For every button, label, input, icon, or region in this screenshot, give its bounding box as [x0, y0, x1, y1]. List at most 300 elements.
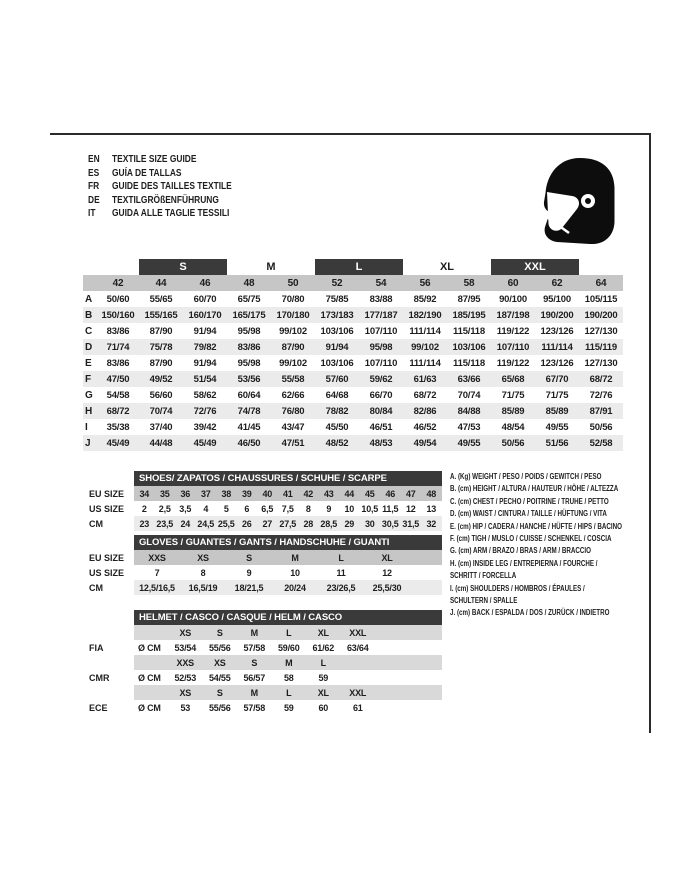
- band-spacer-right: [579, 259, 623, 275]
- size-value-cell: 91/94: [193, 357, 217, 369]
- size-value-cell: 83/88: [369, 293, 393, 305]
- size-value-cell: 39/42: [193, 421, 217, 433]
- value-cell: 27: [262, 518, 273, 529]
- size-value-cell: 95/98: [369, 341, 393, 353]
- value-cell: XS: [179, 687, 192, 698]
- row-zone: [134, 670, 442, 685]
- helmet-size-table: [89, 610, 442, 715]
- size-value-cell: 49/52: [149, 373, 173, 385]
- size-value-cell: 67/70: [545, 373, 569, 385]
- value-cell: 2: [141, 503, 147, 514]
- size-value-cell: 45/49: [106, 437, 130, 449]
- size-value-cell: 55/65: [149, 293, 173, 305]
- size-value-cell: 127/130: [584, 357, 618, 369]
- row-zone: [134, 516, 442, 531]
- size-value-cell: 111/114: [541, 341, 573, 353]
- size-value-cell: 50/56: [589, 421, 613, 433]
- language-code: IT: [88, 207, 96, 220]
- size-value-cell: 103/106: [452, 341, 486, 353]
- textile-size-table: [83, 259, 623, 451]
- size-value-cell: 49/54: [413, 437, 437, 449]
- value-cell: S: [216, 687, 223, 698]
- value-cell: 47: [405, 488, 416, 499]
- size-value-cell: 99/102: [279, 325, 307, 337]
- size-value-cell: 51/56: [545, 437, 569, 449]
- value-cell: 57/58: [243, 702, 266, 713]
- legend-line: E. (cm) HIP / CADERA / HANCHE / HÜFTE / HIPS / BACINO: [450, 521, 622, 531]
- size-header-cell: 42: [112, 277, 124, 289]
- size-value-cell: 123/126: [540, 325, 574, 337]
- value-cell: 6,5: [261, 503, 274, 514]
- value-cell: 59/60: [277, 642, 300, 653]
- shoes-size-table: [89, 471, 442, 531]
- size-value-cell: 103/106: [320, 325, 354, 337]
- size-header-cell: 60: [507, 277, 519, 289]
- value-cell: XS: [179, 627, 192, 638]
- language-label: GUIDA ALLE TAGLIE TESSILI: [112, 207, 230, 220]
- size-header-cell: 52: [331, 277, 343, 289]
- size-value-cell: 87/91: [589, 405, 613, 417]
- value-cell: 12,5/16,5: [139, 582, 175, 593]
- size-value-cell: 103/106: [320, 357, 354, 369]
- size-value-cell: 47/51: [281, 437, 305, 449]
- row-label: FIA: [89, 642, 104, 653]
- value-cell: [341, 670, 376, 685]
- size-value-cell: 91/94: [325, 341, 349, 353]
- size-value-cell: 45/50: [325, 421, 349, 433]
- corner-cell: [83, 275, 97, 291]
- size-value-cell: 74/78: [237, 405, 261, 417]
- filler-cell: [375, 700, 442, 715]
- value-cell: 10: [290, 567, 300, 578]
- language-code: FR: [88, 180, 100, 193]
- value-cell: 16,5/19: [188, 582, 218, 593]
- size-value-cell: 99/102: [279, 357, 307, 369]
- size-value-cell: 66/70: [369, 389, 393, 401]
- row-zone: [134, 685, 442, 700]
- value-cell: 11: [336, 567, 346, 578]
- data-row: [89, 486, 442, 501]
- legend-line: D. (cm) WAIST / CINTURA / TAILLE / HÜFTUNG / VITA: [450, 509, 607, 519]
- value-cell: 4: [203, 503, 209, 514]
- value-cell: 5: [223, 503, 229, 514]
- value-cell: 56/57: [243, 672, 266, 683]
- diameter-cell: [134, 625, 168, 640]
- value-cell: L: [320, 657, 326, 668]
- size-value-cell: 155/165: [144, 309, 178, 321]
- value-cell: 8: [305, 503, 311, 514]
- value-cell: 41: [282, 488, 293, 499]
- size-value-cell: 75/78: [149, 341, 173, 353]
- row-label: [89, 685, 134, 700]
- value-cell: 30: [364, 518, 375, 529]
- size-value-cell: 51/54: [193, 373, 217, 385]
- filler-cell: [375, 670, 442, 685]
- size-value-cell: 68/72: [106, 405, 130, 417]
- data-row: [89, 640, 442, 655]
- size-value-cell: 82/86: [413, 405, 437, 417]
- size-value-cell: 46/50: [237, 437, 261, 449]
- measurement-row: [83, 387, 623, 403]
- row-letter: H: [85, 405, 93, 417]
- value-cell: XS: [213, 657, 226, 668]
- size-value-cell: 105/115: [584, 293, 618, 305]
- size-value-cell: 165/175: [232, 309, 266, 321]
- row-zone: [134, 486, 442, 501]
- diameter-cell: Ø CM: [138, 672, 161, 683]
- row-letter: G: [85, 389, 93, 401]
- value-cell: XXS: [176, 657, 194, 668]
- size-value-cell: 68/72: [413, 389, 437, 401]
- size-value-cell: 70/74: [149, 405, 173, 417]
- measurement-row: [83, 355, 623, 371]
- size-value-cell: 53/56: [237, 373, 261, 385]
- measurement-row: [83, 419, 623, 435]
- size-value-cell: 65/75: [237, 293, 261, 305]
- value-cell: 2,5: [158, 503, 171, 514]
- size-value-cell: 60/64: [237, 389, 261, 401]
- size-value-cell: 71/75: [501, 389, 525, 401]
- value-cell: 18/21,5: [234, 582, 264, 593]
- size-value-cell: 56/60: [149, 389, 173, 401]
- size-value-cell: 87/90: [149, 357, 173, 369]
- size-value-cell: 47/53: [457, 421, 481, 433]
- data-row: [89, 655, 442, 670]
- size-header-cell: 48: [243, 277, 255, 289]
- size-band-m: M: [266, 261, 276, 273]
- filler-cell: [375, 625, 442, 640]
- value-cell: 44: [344, 488, 355, 499]
- value-cell: 52/53: [174, 672, 197, 683]
- row-zone: [134, 700, 442, 715]
- row-label: CM: [89, 518, 103, 529]
- size-header-cell: 56: [419, 277, 431, 289]
- row-zone: [134, 625, 442, 640]
- value-cell: 25,5/30: [372, 582, 402, 593]
- row-zone: [134, 565, 442, 580]
- size-value-cell: 107/110: [364, 325, 398, 337]
- size-value-cell: 62/66: [281, 389, 305, 401]
- size-value-cell: 177/187: [364, 309, 398, 321]
- legend-line: J. (cm) BACK / ESPALDA / DOS / ZURÜCK / INDIETRO: [450, 608, 610, 618]
- size-value-cell: 57/60: [325, 373, 349, 385]
- value-cell: 13: [426, 503, 437, 514]
- value-cell: 12: [405, 503, 416, 514]
- row-label: US SIZE: [89, 567, 125, 578]
- size-value-cell: 63/66: [457, 373, 481, 385]
- size-band-xxl: XXL: [491, 259, 579, 275]
- row-label: ECE: [89, 702, 108, 713]
- size-value-cell: 107/110: [496, 341, 530, 353]
- value-cell: 61: [352, 702, 363, 713]
- value-cell: 30,5: [381, 518, 399, 529]
- value-cell: 48: [426, 488, 437, 499]
- diameter-cell: [134, 655, 168, 670]
- size-value-cell: 185/195: [452, 309, 486, 321]
- size-value-cell: 41/45: [237, 421, 261, 433]
- size-value-cell: 127/130: [584, 325, 618, 337]
- value-cell: XXL: [349, 687, 367, 698]
- size-value-cell: 48/54: [501, 421, 525, 433]
- language-row: [88, 167, 232, 181]
- value-cell: M: [285, 657, 293, 668]
- size-value-cell: 123/126: [540, 357, 574, 369]
- size-value-cell: 111/114: [409, 325, 441, 337]
- size-header-cell: 64: [595, 277, 607, 289]
- value-cell: M: [250, 627, 258, 638]
- language-row: [88, 153, 232, 167]
- measurement-row: [83, 435, 623, 451]
- value-cell: 54/55: [208, 672, 231, 683]
- size-value-cell: 58/62: [193, 389, 217, 401]
- row-label: CM: [89, 582, 103, 593]
- size-value-cell: 187/198: [496, 309, 530, 321]
- value-cell: 10,5: [361, 503, 379, 514]
- value-cell: [341, 655, 376, 670]
- legend-line: I. (cm) SHOULDERS / HOMBROS / ÉPAULES /: [450, 583, 585, 593]
- value-cell: XXL: [349, 627, 367, 638]
- size-value-cell: 60/70: [193, 293, 217, 305]
- value-cell: 63/64: [346, 642, 369, 653]
- row-label: [89, 625, 134, 640]
- size-value-cell: 99/102: [411, 341, 439, 353]
- legend-line: G. (cm) ARM / BRAZO / BRAS / ARM / BRACCIO: [450, 546, 591, 556]
- value-cell: XL: [317, 687, 329, 698]
- size-value-cell: 65/68: [501, 373, 525, 385]
- size-value-cell: 35/38: [106, 421, 130, 433]
- value-cell: 31,5: [402, 518, 420, 529]
- value-cell: XXS: [148, 552, 166, 563]
- title-row: [89, 471, 442, 486]
- value-cell: 45: [364, 488, 375, 499]
- size-value-cell: 49/55: [545, 421, 569, 433]
- data-row: [89, 580, 442, 595]
- gloves-size-table: [89, 535, 442, 595]
- value-cell: 43: [323, 488, 334, 499]
- frame-border-right: [649, 133, 651, 733]
- size-value-cell: 150/160: [101, 309, 135, 321]
- legend-line: F. (cm) TIGH / MUSLO / CUISSE / SCHENKEL / COSCIA: [450, 534, 612, 544]
- value-cell: 53: [180, 702, 191, 713]
- size-number-row: [83, 275, 623, 291]
- row-letter: F: [85, 373, 92, 385]
- size-value-cell: 83/86: [106, 325, 130, 337]
- diameter-cell: Ø CM: [138, 702, 161, 713]
- size-value-cell: 160/170: [188, 309, 222, 321]
- size-value-cell: 84/88: [457, 405, 481, 417]
- data-row: [89, 685, 442, 700]
- language-label: TEXTILGRÖßENFÜHRUNG: [112, 193, 219, 206]
- value-cell: 27,5: [279, 518, 297, 529]
- value-cell: 28,5: [320, 518, 338, 529]
- value-cell: 9: [326, 503, 332, 514]
- value-cell: L: [338, 552, 344, 563]
- filler-cell: [375, 640, 442, 655]
- size-value-cell: 72/76: [193, 405, 217, 417]
- legend-line: SCHRITT / FORCELLA: [450, 571, 517, 581]
- size-value-cell: 78/82: [325, 405, 349, 417]
- size-value-cell: 111/114: [409, 357, 441, 369]
- value-cell: 24,5: [197, 518, 215, 529]
- size-value-cell: 91/94: [193, 325, 217, 337]
- size-value-cell: 54/58: [106, 389, 130, 401]
- size-header-cell: 50: [287, 277, 299, 289]
- language-row: [88, 207, 232, 221]
- row-label: [89, 655, 134, 670]
- value-cell: 34: [139, 488, 150, 499]
- value-cell: 28: [303, 518, 314, 529]
- size-value-cell: 71/75: [545, 389, 569, 401]
- value-cell: XL: [381, 552, 393, 563]
- data-row: [89, 565, 442, 580]
- size-band-s: S: [139, 259, 227, 275]
- value-cell: 61/62: [312, 642, 335, 653]
- size-value-cell: 85/89: [545, 405, 569, 417]
- size-value-cell: 190/200: [540, 309, 574, 321]
- size-value-cell: 49/55: [457, 437, 481, 449]
- language-label: TEXTILE SIZE GUIDE: [112, 153, 197, 165]
- size-value-cell: 43/47: [281, 421, 305, 433]
- measurement-row: [83, 403, 623, 419]
- size-value-cell: 85/89: [501, 405, 525, 417]
- value-cell: L: [286, 687, 292, 698]
- size-value-cell: 50/56: [501, 437, 525, 449]
- size-value-cell: 119/122: [496, 325, 530, 337]
- value-cell: 35: [159, 488, 170, 499]
- value-cell: 23,5: [156, 518, 174, 529]
- size-value-cell: 47/50: [106, 373, 130, 385]
- value-cell: 6: [244, 503, 250, 514]
- size-value-cell: 37/40: [149, 421, 173, 433]
- legend-line: SCHULTERN / SPALLE: [450, 596, 518, 606]
- row-zone: [134, 550, 442, 565]
- size-header-cell: 54: [375, 277, 387, 289]
- row-letter: I: [85, 421, 88, 433]
- size-value-cell: 90/100: [499, 293, 527, 305]
- band-spacer-left: [83, 259, 139, 275]
- size-value-cell: 115/118: [453, 357, 485, 369]
- size-value-cell: 55/58: [281, 373, 305, 385]
- size-value-cell: 71/74: [106, 341, 130, 353]
- value-cell: XL: [317, 627, 329, 638]
- value-cell: 53/54: [174, 642, 197, 653]
- measurement-legend: [450, 471, 622, 620]
- size-value-cell: 68/72: [589, 373, 613, 385]
- value-cell: 12: [382, 567, 392, 578]
- row-zone: [134, 640, 442, 655]
- gloves-title-bar: GLOVES / GUANTES / GANTS / HANDSCHUHE / GUANTI: [134, 535, 442, 550]
- value-cell: 9: [246, 567, 252, 578]
- filler-cell: [410, 580, 442, 595]
- row-letter: J: [85, 437, 91, 449]
- size-value-cell: 72/76: [589, 389, 613, 401]
- row-letter: C: [85, 325, 93, 337]
- size-value-cell: 46/52: [413, 421, 437, 433]
- size-value-cell: 95/98: [237, 325, 261, 337]
- size-header-cell: 44: [155, 277, 167, 289]
- value-cell: 26: [241, 518, 252, 529]
- title-row: [89, 535, 442, 550]
- size-value-cell: 70/80: [281, 293, 305, 305]
- value-cell: 23/26,5: [326, 582, 356, 593]
- legend-line: C. (cm) CHEST / PECHO / POITRINE / TRUHE / PETTO: [450, 496, 609, 506]
- language-row: [88, 180, 232, 194]
- legend-line: A. (Kg) WEIGHT / PESO / POIDS / GEWITCH / PESO: [450, 472, 602, 481]
- size-value-cell: 115/119: [585, 341, 617, 353]
- size-value-cell: 182/190: [408, 309, 442, 321]
- value-cell: 36: [180, 488, 191, 499]
- value-cell: S: [216, 627, 223, 638]
- value-cell: 23: [139, 518, 150, 529]
- data-row: [89, 670, 442, 685]
- measurement-row: [83, 323, 623, 339]
- row-letter: D: [85, 341, 93, 353]
- size-value-cell: 115/118: [453, 325, 485, 337]
- row-zone: [134, 501, 442, 516]
- filler-cell: [375, 685, 442, 700]
- size-band-l: L: [315, 259, 403, 275]
- diameter-cell: [134, 685, 168, 700]
- value-cell: S: [246, 552, 252, 563]
- value-cell: 46: [385, 488, 396, 499]
- size-value-cell: 76/80: [281, 405, 305, 417]
- size-value-cell: 48/53: [369, 437, 393, 449]
- title-row: [89, 610, 442, 625]
- value-cell: 37: [200, 488, 211, 499]
- filler-cell: [410, 565, 442, 580]
- value-cell: 7: [154, 567, 160, 578]
- value-cell: 32: [426, 518, 437, 529]
- shoes-title-bar: SHOES/ ZAPATOS / CHAUSSURES / SCHUHE / SCARPE: [134, 471, 442, 486]
- value-cell: M: [250, 687, 258, 698]
- size-value-cell: 85/92: [413, 293, 437, 305]
- size-value-cell: 79/82: [193, 341, 217, 353]
- measurement-row: [83, 371, 623, 387]
- value-cell: M: [291, 552, 299, 563]
- size-band-row: [83, 259, 623, 275]
- value-cell: 38: [221, 488, 232, 499]
- value-cell: 55/56: [208, 642, 231, 653]
- size-value-cell: 70/74: [457, 389, 481, 401]
- label-spacer: [89, 471, 134, 486]
- row-letter: A: [85, 293, 93, 305]
- row-label: CMR: [89, 672, 110, 683]
- filler-cell: [410, 550, 442, 565]
- row-letter: B: [85, 309, 93, 321]
- value-cell: 25,5: [217, 518, 235, 529]
- value-cell: 20/24: [284, 582, 306, 593]
- value-cell: 24: [180, 518, 191, 529]
- value-cell: 3,5: [179, 503, 192, 514]
- size-value-cell: 50/60: [106, 293, 130, 305]
- size-value-cell: 45/49: [193, 437, 217, 449]
- value-cell: 60: [318, 702, 329, 713]
- size-value-cell: 61/63: [413, 373, 437, 385]
- measurement-row: [83, 291, 623, 307]
- value-cell: S: [251, 657, 258, 668]
- value-cell: 7,5: [281, 503, 294, 514]
- language-label: GUIDE DES TAILLES TEXTILE: [112, 180, 232, 193]
- language-code: DE: [88, 193, 100, 206]
- data-row: [89, 700, 442, 715]
- size-header-cell: 58: [463, 277, 475, 289]
- size-value-cell: 46/51: [369, 421, 393, 433]
- label-spacer: [89, 610, 134, 625]
- language-label: GUÍA DE TALLAS: [112, 166, 182, 179]
- measurement-row: [83, 307, 623, 323]
- size-value-cell: 52/58: [589, 437, 613, 449]
- value-cell: XS: [197, 552, 209, 563]
